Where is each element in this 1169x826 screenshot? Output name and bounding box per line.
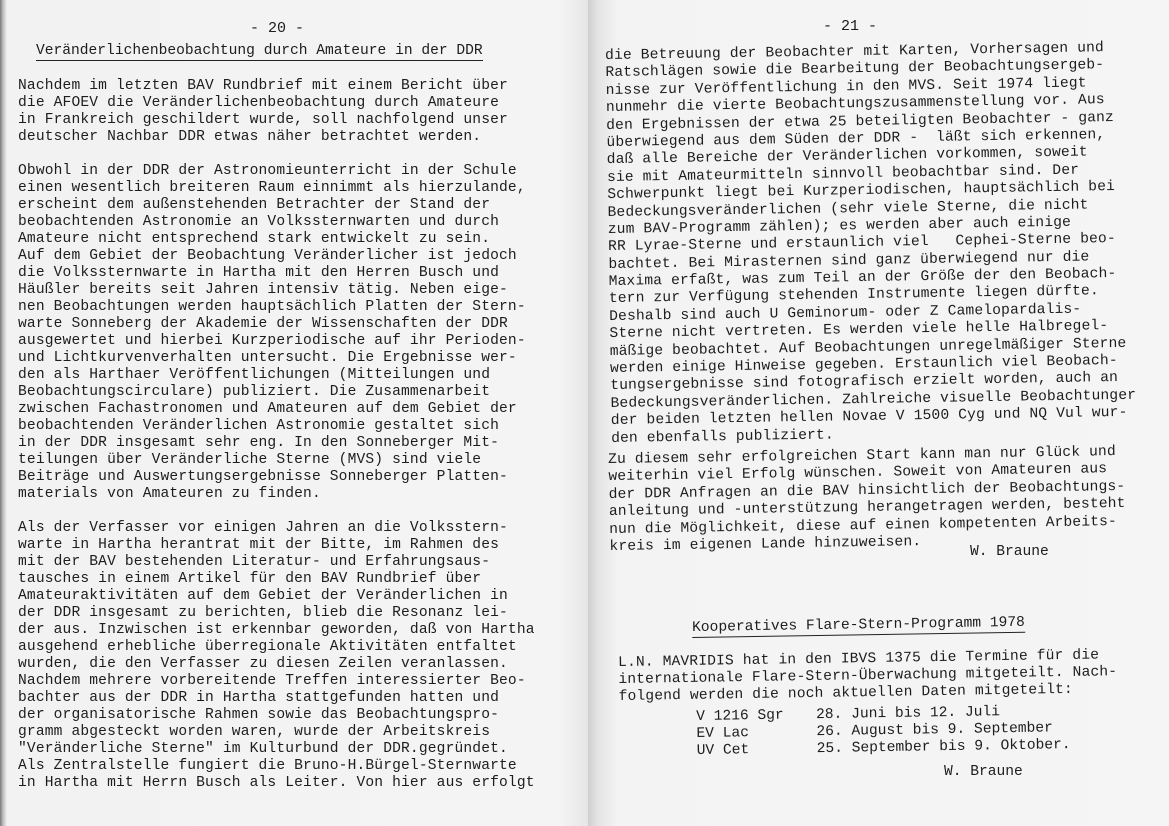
text-line: Amateuraktivitäten auf dem Gebiet der Veränderlichen in xyxy=(18,588,508,604)
text-line: der organisatorische Rahmen sowie das Beobachtungspro- xyxy=(18,707,500,723)
schedule-star: UV Cet xyxy=(696,741,750,759)
text-line: warte Sonneberg der Akademie der Wissenschaften der DDR xyxy=(18,316,508,332)
text-line: der DDR Anfragen an die BAV hinsichtlich der Beobachtungs- xyxy=(608,478,1126,503)
text-line: in Hartha mit Herrn Busch als Leiter. Von hier aus erfolgt xyxy=(18,775,535,791)
text-line: und Lichtkurvenverhalten untersucht. Die Ergebnisse wer- xyxy=(18,350,517,366)
text-line: der beiden letzten hellen Novae V 1500 Cyg und NQ Vul wur- xyxy=(610,405,1128,430)
schedule-star: EV Lac xyxy=(696,724,750,742)
right-page xyxy=(588,0,1169,826)
schedule-star: V 1216 Sgr xyxy=(696,707,784,725)
text-line: mäßige beobachtet. Auf Beobachtungen unregelmäßiger Sterne xyxy=(609,335,1127,360)
text-line: ausgehend erhebliche überregionale Aktivitäten entfaltet xyxy=(18,639,517,655)
text-line: Auf dem Gebiet der Beobachtung Veränderlicher ist jedoch xyxy=(18,248,517,264)
text-line: Ratschlägen sowie die Bearbeitung der Beobachtungsergeb- xyxy=(605,57,1105,82)
text-line: L.N. MAVRIDIS hat in den IBVS 1375 die Termine für die xyxy=(618,647,1100,671)
text-line: sie mit Amateurmitteln sinnvoll beobachtbar sind. Der xyxy=(606,162,1080,186)
text-line: der aus. Inzwischen ist erkennbar geworden, daß von Hartha xyxy=(18,622,535,638)
paragraph xyxy=(608,444,1126,556)
text-line: nunmehr die vierte Beobachtungszusammenstellung vor. Aus xyxy=(605,92,1105,117)
text-line: wurden, die den Verfasser zu diesen Zeilen veranlassen. xyxy=(18,656,508,672)
text-line: der DDR insgesamt zu berichten, blieb die Resonanz lei- xyxy=(18,605,508,621)
text-line: Nachdem mehrere vorbereitende Treffen interessierter Beo- xyxy=(18,673,526,689)
text-line: kreis im eigenen Lande hinzuweisen. xyxy=(609,534,922,555)
page-number: - 20 - xyxy=(250,20,305,37)
text-line: nun die Möglichkeit, diese auf einen kompetenten Arbeits- xyxy=(609,513,1118,538)
paragraph xyxy=(605,40,1137,448)
text-line: ausgewertet und hierbei Kurzperiodische auf ihr Perioden- xyxy=(18,333,526,349)
signature: W. Braune xyxy=(944,764,1023,780)
text-line: erscheint dem außenstehenden Betrachter der Stand der xyxy=(18,197,491,213)
text-line: in der DDR insgesamt sehr eng. In den Sonneberger Mit- xyxy=(18,435,500,451)
text-line: anleitung und -unterstützung herangetragen werden, besteht xyxy=(608,496,1126,521)
text-line: Nachdem im letzten BAV Rundbrief mit einem Bericht über xyxy=(18,78,508,94)
text-line: Bedeckungsveränderlichen (sehr viele Sterne, die nicht xyxy=(607,196,1089,221)
text-line: Beobachtungscirculare) publiziert. Die Zusammenarbeit xyxy=(18,384,491,400)
schedule-dates: 28. Juni bis 12. Juli xyxy=(815,703,1001,723)
text-line: nisse zur Veröffentlichung in den MVS. Seit 1974 liegt xyxy=(605,75,1087,99)
text-line: überwiegend aus dem Süden der DDR - läßt sich erkennen, xyxy=(606,127,1106,151)
text-line: zwischen Fachastronomen und Amateuren auf dem Gebiet der xyxy=(18,401,517,417)
text-line: tern zur Verfügung stehenden Instrumente liegen dürfte. xyxy=(608,283,1099,308)
text-line: RR Lyrae-Sterne und erstaunlich viel Cephei-Sterne beo- xyxy=(608,231,1116,256)
text-line: Amateure nicht entsprechend stark entwickelt zu sein. xyxy=(18,231,491,247)
schedule-dates: 25. September bis 9. Oktober. xyxy=(816,736,1071,757)
text-line: Sterne nicht vertreten. Es werden viele helle Halbregel- xyxy=(609,318,1109,343)
article-title: Veränderlichenbeobachtung durch Amateure in der DDR xyxy=(36,43,483,59)
text-line: einen wesentlich breiteren Raum einnimmt als hierzulande, xyxy=(18,180,526,196)
text-line: Häußler bereits seit Jahren intensiv tätig. Neben eige- xyxy=(18,282,508,298)
text-line: in Frankreich geschildert wurde, soll nachfolgend unser xyxy=(18,112,508,128)
text-line: Als Zentralstelle fungiert die Bruno-H.Bürgel-Sternwarte xyxy=(18,758,517,774)
text-line: Schwerpunkt liegt bei Kurzperiodischen, hauptsächlich bei xyxy=(607,179,1116,204)
section-title: Kooperatives Flare-Stern-Programm 1978 xyxy=(692,614,1026,636)
text-line: Maxima erfaßt, was zum Teil an der Größe der den Beobach- xyxy=(608,266,1117,291)
text-line: materials von Amateuren zu finden. xyxy=(18,486,321,502)
text-line: Bedeckungsveränderlichen. Zahlreiche visuelle Beobachtunger xyxy=(610,387,1137,412)
paragraph xyxy=(18,163,526,503)
text-line: die AFOEV die Veränderlichenbeobachtung durch Amateure xyxy=(18,95,500,111)
text-line: weiterhin viel Erfolg wünschen. Soweit von Amateuren aus xyxy=(608,461,1108,486)
text-line: die Volkssternwarte in Hartha mit den Herren Busch und xyxy=(18,265,500,281)
text-line: "Veränderliche Sterne" im Kulturbund der DDR.gegründet. xyxy=(18,741,508,757)
text-line: beobachtenden Astronomie an Volkssternwarten und durch xyxy=(18,214,500,230)
text-line: Deshalb sind auch U Geminorum- oder Z Camelopardalis- xyxy=(609,301,1082,325)
text-line: mit der BAV bestehenden Literatur- und Erfahrungsaus- xyxy=(18,554,491,570)
schedule-dates: 26. August bis 9. September xyxy=(816,719,1053,740)
paragraph xyxy=(18,520,535,792)
text-line: nen Beobachtungen werden hauptsächlich Platten der Stern- xyxy=(18,299,526,315)
text-line: Beiträge und Auswertungsergebnisse Sonneberger Platten- xyxy=(18,469,508,485)
text-line: den Ergebnissen der etwa 25 beteiligten Beobachter - ganz xyxy=(606,109,1115,134)
text-line: gramm abgesteckt worden waren, wurde der Arbeitskreis xyxy=(18,724,491,740)
text-line: beobachtenden Veränderlichen Astronomie gestaltet sich xyxy=(18,418,500,434)
text-line: daß alle Bereiche der Veränderlichen vorkommen, soweit xyxy=(606,144,1088,169)
text-line: den ebenfalls publiziert. xyxy=(611,427,834,447)
text-line: teilungen über Veränderliche Sterne (MVS) sind viele xyxy=(18,452,482,468)
text-line: deutscher Nachbar DDR etwas näher betrachtet werden. xyxy=(18,129,482,145)
paragraph xyxy=(618,647,1118,706)
text-line: werden einige Hinweise gegeben. Erstaunlich viel Beobach- xyxy=(609,353,1118,377)
paragraph xyxy=(18,78,508,146)
text-line: warte in Hartha herantrat mit der Bitte, im Rahmen des xyxy=(18,537,500,553)
text-line: tausches in einem Artikel für den BAV Rundbrief über xyxy=(18,571,482,587)
text-line: bachter aus der DDR in Hartha stattgefunden hatten und xyxy=(18,690,500,706)
text-line: Obwohl in der DDR der Astronomieunterricht in der Schule xyxy=(18,163,517,179)
page-number: - 21 - xyxy=(823,18,878,35)
text-line: zum BAV-Programm zählen); es werden aber auch einige xyxy=(607,214,1072,238)
text-line: Als der Verfasser vor einigen Jahren an die Volksstern- xyxy=(18,520,508,536)
text-line: tungsergebnisse sind fotografisch erzielt worden, auch an xyxy=(610,370,1119,395)
text-line: Zu diesem sehr erfolgreichen Start kann man nur Glück und xyxy=(608,444,1116,468)
text-line: internationale Flare-Stern-Überwachung mitgeteilt. Nach- xyxy=(618,664,1118,688)
signature: W. Braune xyxy=(970,544,1049,560)
text-line: folgend werden die noch aktuellen Daten mitgeteilt: xyxy=(618,681,1074,705)
text-line: bachtet. Bei Mirasternen sind ganz überwiegend nur die xyxy=(608,249,1090,273)
text-line: die Betreuung der Beobachter mit Karten, Vorhersagen und xyxy=(605,40,1105,64)
schedule-table xyxy=(696,702,1071,759)
text-line: den als Harthaer Veröffentlichungen (Mitteilungen und xyxy=(18,367,491,383)
